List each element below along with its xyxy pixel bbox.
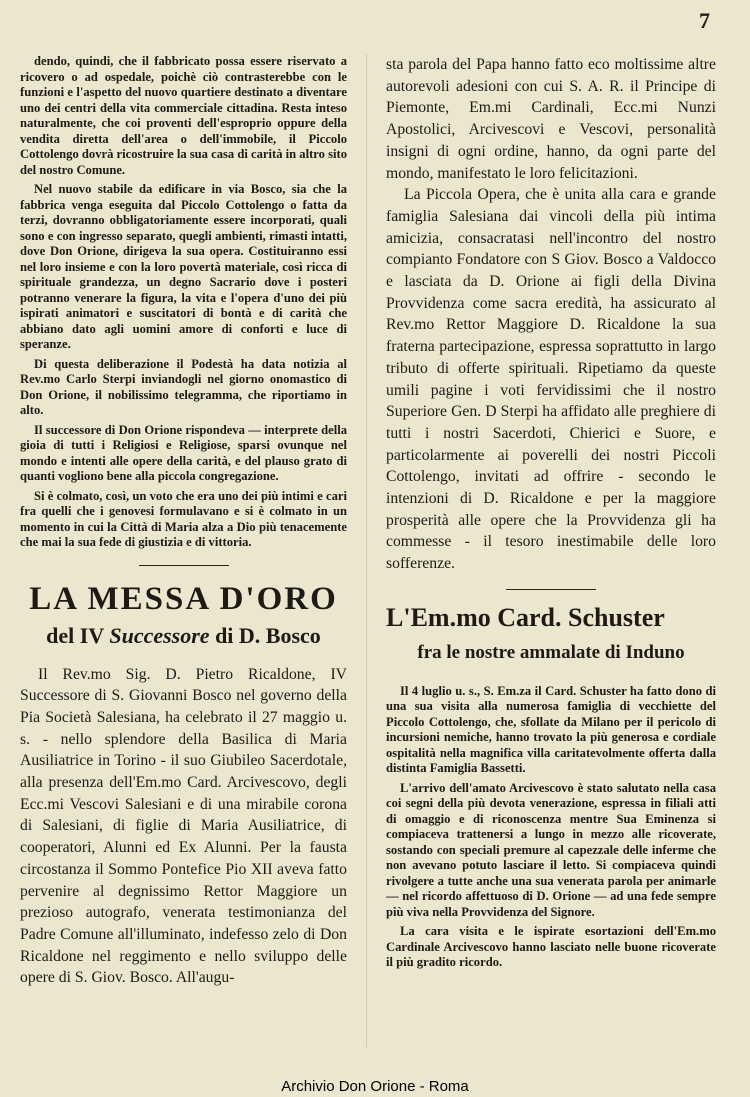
paragraph: Di questa deliberazione il Podestà ha data notizia al Rev.mo Carlo Sterpi inviandogli nel giorno onomastico di Don Orione, il nobilissimo telegramma, che riportiamo in alto. bbox=[20, 356, 347, 417]
left-top-text bbox=[20, 54, 347, 551]
paragraph: sta parola del Papa hanno fatto eco moltissime altre autorevoli adesioni con cui S. A. R. il Principe di Piemonte, Em.mi Cardinali, Ecc.mi Nunzi Apostolici, Arcivescovi e Vescovi, personalità insigni di ogni ordine, hanno, da ogni parte del mondo, manifestato le loro felicitazioni. bbox=[386, 56, 716, 182]
paragraph: Il successore di Don Orione rispondeva — interprete della gioia di tutti i Religiosi e Religiose, sparsi ovunque nel mondo e intenti alle opere della carità, e del plauso grato di quanti vogliono bene alla piccola congregazione. bbox=[20, 422, 347, 483]
archive-footer: Archivio Don Orione - Roma bbox=[0, 1077, 750, 1097]
article-body-schuster bbox=[386, 684, 716, 971]
paragraph: dendo, quindi, che il fabbricato possa essere riservato a ricovero o ad ospedale, poichè ciò contrasterebbe con le funzioni e l'aspetto del nuovo quartiere destinato a diventare uno dei centri della vita commerciale cittadina. Resta inteso naturalmente, che coi proventi dell'esproprio oppure della vendita diretta dell'area o dell'immobile, il Piccolo Cottolengo dovrà ricostruire la sua casa di carità in altro sito del nostro Comune. bbox=[20, 54, 347, 177]
article-subtitle-schuster: fra le nostre ammalate di Induno bbox=[417, 641, 685, 663]
paragraph: La Piccola Opera, che è unita alla cara e grande famiglia Salesiana dai vincoli della più intima amicizia, consacratasi nell'incontro del nostro compianto Fondatore con S Giov. Bosco a Valdocco e lasciata da D. Orione ai figli della Divina Provvidenza come sacra eredità, ha assicurato al Rev.mo Rettor Maggiore D. Ricaldone la sua fraterna partecipazione, espressa soprattutto in largo tributo di offerte spirituali. Ripetiamo da queste umili pagine i voti fervidissimi che il nostro Superiore Gen. D Sterpi ha affidato alle preghiere di tutti i nostri Sacerdoti, Chierici e Suore, e particolarmente ai poverelli dei nostri Piccoli Cottolengo, invitati ad offrire - secondo le intenzioni di D. Ricaldone e per la maggiore prosperità alle opere che la Provvidenza gli ha commesse - il tesoro inestimabile delle loro sofferenze. bbox=[386, 186, 716, 573]
section-separator bbox=[139, 565, 229, 566]
article-title-schuster: L'Em.mo Card. Schuster bbox=[386, 602, 665, 632]
subtitle-italic: Successore bbox=[109, 622, 210, 648]
article-subtitle-messa-oro bbox=[20, 622, 347, 650]
subtitle-suffix: di D. Bosco bbox=[209, 622, 321, 648]
page-number: 7 bbox=[699, 8, 710, 33]
paragraph: Il 4 luglio u. s., S. Em.za il Card. Schuster ha fatto dono di una sua visita alla numerosa famiglia di vecchiette del Piccolo Cottolengo, che, sfollate da Milano per il pericolo di incursioni nemiche, hanno trovato la più generosa e cordiale ospitalità nella magnifica villa caritatevolmente offerta dalla distinta Famiglia Bassetti. bbox=[386, 683, 716, 776]
right-column bbox=[386, 54, 716, 975]
section-separator bbox=[506, 589, 596, 590]
article-body-messa-oro bbox=[20, 664, 347, 990]
left-column bbox=[20, 54, 347, 989]
right-top-text bbox=[386, 54, 716, 575]
paragraph: L'arrivo dell'amato Arcivescovo è stato salutato nella casa coi segni della più devota venerazione, espressa in filiali atti di omaggio e di riconoscenza mentre Sua Eminenza si compiaceva trattenersi a lungo in mezzo alle ricoverate, sostando con speciali premure al capezzale delle inferme che non avevano potuto lasciare il letto. Si compiaceva quindi rivolgere a tutte anche una sua venerata parola per animarle — nel ricordo affettuoso di D. Orione — ad una fede sempre più viva nella Provvidenza del Signore. bbox=[386, 780, 716, 919]
paragraph: La cara visita e le ispirate esortazioni dell'Em.mo Cardinale Arcivescovo hanno lasciato nelle buone ricoverate il più gradito ricordo. bbox=[386, 924, 716, 970]
paragraph: Si è colmato, così, un voto che era uno dei più intimi e cari fra quelli che i genovesi formulavano e si è colmato in un momento in cui la Città di Maria alza a Dio più tenacemente che mai la sua fede di giustizia e di vittoria. bbox=[20, 488, 347, 549]
paragraph: Nel nuovo stabile da edificare in via Bosco, sia che la fabbrica venga eseguita dal Piccolo Cottolengo o fatta da terzi, dovranno obbligatoriamente essere incorporati, quali sono e con ingresso separato, quegli ambienti, rimasti intatti, dove Don Orione, dirigeva la sua opera. Costituiranno essi nel loro insieme e con la loro povertà materiale, così ricca di spirituale grandezza, un degno Sacrario dove i posteri potranno venerare la figura, la vita e l'opera d'uno dei più ispirati animatori e suscitatori di bontà e di carità che abbiano dato agli uomini amore di conforti e luce di speranze. bbox=[20, 182, 347, 351]
paragraph: Il Rev.mo Sig. D. Pietro Ricaldone, IV Successore di S. Giovanni Bosco nel governo della Pia Società Salesiana, ha celebrato il 27 maggio u. s. - nello splendore della Basilica di Maria Ausiliatrice in Torino - il suo Giubileo Sacerdotale, alla presenza dell'Em.mo Card. Arcivescovo, degli Ecc.mi Vescovi Salesiani e di una mirabile corona di Salesiani, di figlie di Maria Ausiliatrice, di cooperatori, Alunni ed Ex Alunni. Per la fausta circostanza il Sommo Pontefice Pio XII aveva fatto pervenire al degnissimo Rettor Maggiore un prezioso autografo, venerata testimonianza del Padre Comune all'illuminato, indefesso zelo di Don Ricaldone nel reggimento e nello sviluppo delle opere di S. Giov. Bosco. All'augu- bbox=[20, 665, 347, 987]
article-title-messa-oro: LA MESSA D'ORO bbox=[29, 580, 338, 617]
subtitle-prefix: del IV bbox=[46, 622, 110, 648]
column-divider bbox=[366, 54, 367, 1047]
